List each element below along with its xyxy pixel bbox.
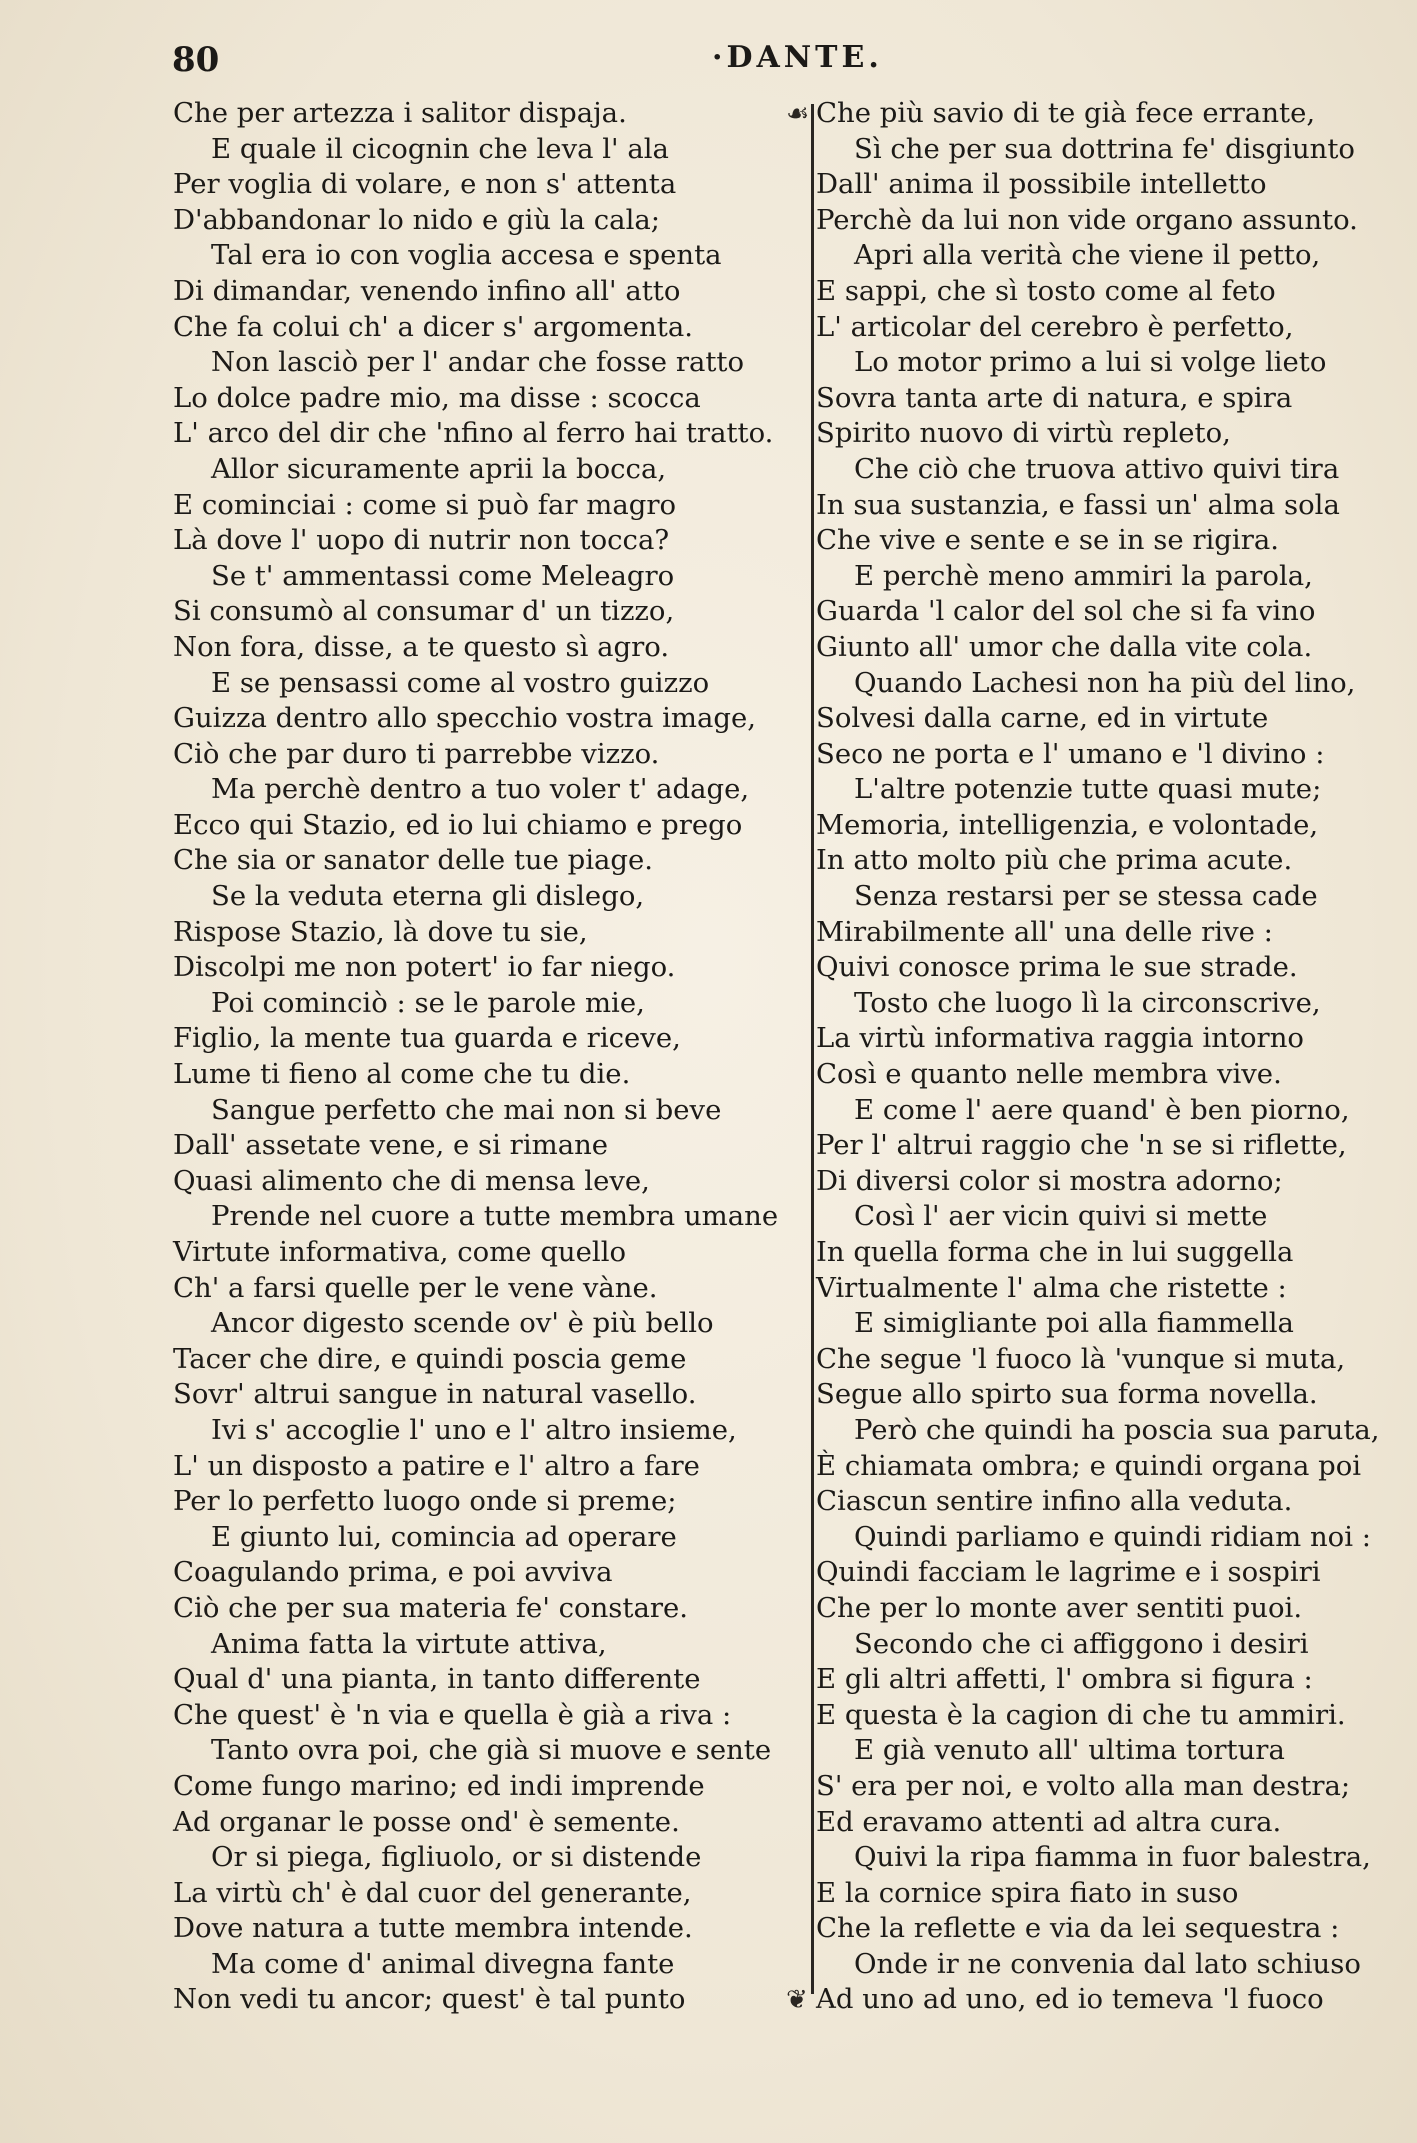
verse-line xyxy=(816,1377,1416,1413)
verse-line xyxy=(816,1947,1416,1983)
verse-line xyxy=(816,1057,1416,1093)
verse-text: E perchè meno ammiri la parola, xyxy=(854,559,1313,592)
running-head: ·DANTE. xyxy=(712,40,883,75)
verse-line xyxy=(173,1164,805,1200)
left-column xyxy=(173,96,805,2018)
verse-text: Tacer che dire, e quindi poscia geme xyxy=(173,1342,687,1375)
verse-line xyxy=(816,1698,1416,1734)
verse-line xyxy=(173,1021,805,1057)
verse-line xyxy=(816,1876,1416,1912)
verse-line xyxy=(816,345,1416,381)
verse-line xyxy=(173,1484,805,1520)
verse-text: E sappi, che sì tosto come al feto xyxy=(816,274,1276,307)
verse-text: Lume ti fieno al come che tu die. xyxy=(173,1058,631,1091)
verse-text: Che vive e sente e se in se rigira. xyxy=(816,524,1279,557)
verse-text: Non vedi tu ancor; quest' è tal punto xyxy=(173,1983,686,2016)
verse-line xyxy=(173,203,805,239)
verse-text: Rispose Stazio, là dove tu sie, xyxy=(173,915,588,948)
verse-text: Ciò che per sua materia fe' constare. xyxy=(173,1591,689,1624)
right-column xyxy=(786,96,1416,2018)
verse-line xyxy=(173,1982,805,2018)
verse-line xyxy=(173,381,805,417)
verse-line xyxy=(816,986,1416,1022)
verse-text: Quivi conosce prima le sue strade. xyxy=(816,951,1298,984)
verse-text: Si consumò al consumar d' un tizzo, xyxy=(173,595,675,628)
verse-text: E simigliante poi alla fiammella xyxy=(854,1307,1294,1340)
verse-line xyxy=(816,381,1416,417)
verse-text: Ancor digesto scende ov' è più bello xyxy=(211,1307,714,1340)
verse-text: Solvesi dalla carne, ed in virtute xyxy=(816,702,1269,735)
verse-text: Perchè da lui non vide organo assunto. xyxy=(816,203,1358,236)
verse-line xyxy=(173,1199,805,1235)
verse-text: E come l' aere quand' è ben piorno, xyxy=(854,1093,1350,1126)
verse-text: Qual d' una pianta, in tanto differente xyxy=(173,1663,701,1696)
verse-line xyxy=(173,1377,805,1413)
verse-text: Che sia or sanator delle tue piage. xyxy=(173,844,654,877)
verse-line xyxy=(816,630,1416,666)
verse-line xyxy=(173,488,805,524)
verse-text: Guarda 'l calor del sol che si fa vino xyxy=(816,595,1316,628)
verse-text: L' articolar del cerebro è perfetto, xyxy=(816,310,1294,343)
verse-text: Ed eravamo attenti ad altra cura. xyxy=(816,1805,1282,1838)
verse-line xyxy=(786,1982,1416,2018)
verse-text: Tal era io con voglia accesa e spenta xyxy=(211,239,722,272)
verse-text: E la cornice spira fiato in suso xyxy=(816,1876,1239,1909)
verse-text: In atto molto più che prima acute. xyxy=(816,844,1293,877)
verse-line xyxy=(816,1520,1416,1556)
verse-line xyxy=(816,879,1416,915)
verse-line xyxy=(173,1449,805,1485)
verse-line xyxy=(816,594,1416,630)
verse-line xyxy=(173,274,805,310)
verse-text: Quasi alimento che di mensa leve, xyxy=(173,1164,650,1197)
verse-line xyxy=(816,1662,1416,1698)
verse-text: Ch' a farsi quelle per le vene vàne. xyxy=(173,1271,658,1304)
verse-line xyxy=(816,416,1416,452)
verse-text: Tanto ovra poi, che già si muove e sente xyxy=(211,1734,772,1767)
verse-line xyxy=(816,1911,1416,1947)
verse-text: Virtute informativa, come quello xyxy=(173,1236,627,1268)
verse-line xyxy=(173,630,805,666)
verse-text: D'abbandonar lo nido e giù la cala; xyxy=(173,203,661,236)
verse-line xyxy=(816,523,1416,559)
verse-line xyxy=(173,701,805,737)
verse-line xyxy=(816,1591,1416,1627)
verse-text: Sì che per sua dottrina fe' disgiunto xyxy=(854,132,1355,165)
verse-line xyxy=(173,808,805,844)
verse-line xyxy=(816,1021,1416,1057)
verse-text: Se la veduta eterna gli dislego, xyxy=(211,880,645,913)
verse-line xyxy=(173,1947,805,1983)
verse-text: Ecco qui Stazio, ed io lui chiamo e prego xyxy=(173,808,743,841)
verse-line xyxy=(173,1876,805,1912)
verse-text: Virtualmente l' alma che ristette : xyxy=(816,1271,1287,1304)
verse-line xyxy=(816,1306,1416,1342)
verse-text: Allor sicuramente aprii la bocca, xyxy=(211,452,667,485)
verse-text: Ad uno ad uno, ed io temeva 'l fuoco xyxy=(816,1983,1324,2016)
verse-text: Senza restarsi per se stessa cade xyxy=(854,880,1318,913)
verse-line xyxy=(816,167,1416,203)
verse-text: Così l' aer vicin quivi si mette xyxy=(854,1200,1268,1233)
verse-text: Apri alla verità che viene il petto, xyxy=(854,239,1321,272)
column-divider xyxy=(811,104,814,1994)
verse-line xyxy=(816,1840,1416,1876)
verse-line xyxy=(816,737,1416,773)
verse-text: Prende nel cuore a tutte membra umane xyxy=(211,1200,779,1233)
verse-line xyxy=(816,1449,1416,1485)
verse-text: Là dove l' uopo di nutrir non tocca? xyxy=(173,524,670,557)
verse-line xyxy=(816,772,1416,808)
verse-text: E cominciai : come si può far magro xyxy=(173,488,677,521)
verse-line xyxy=(816,1484,1416,1520)
verse-text: La virtù ch' è dal cuor del generante, xyxy=(173,1876,692,1909)
verse-text: La virtù informativa raggia intorno xyxy=(816,1022,1304,1055)
verse-text: Ivi s' accoglie l' uno e l' altro insieme, xyxy=(211,1413,737,1446)
verse-text: Ad organar le posse ond' è semente. xyxy=(173,1805,680,1838)
verse-text: Però che quindi ha poscia sua paruta, xyxy=(854,1413,1380,1446)
verse-line xyxy=(173,879,805,915)
verse-text: Che segue 'l fuoco là 'vunque si muta, xyxy=(816,1342,1346,1375)
verse-line xyxy=(173,1235,805,1271)
verse-text: Figlio, la mente tua guarda e riceve, xyxy=(173,1022,681,1055)
verse-line xyxy=(173,666,805,702)
verse-line xyxy=(173,1520,805,1556)
verse-text: Or si piega, figliuolo, or si distende xyxy=(211,1841,702,1874)
verse-line xyxy=(173,310,805,346)
verse-line xyxy=(816,1164,1416,1200)
page-number: 80 xyxy=(172,40,220,80)
verse-text: E quale il cicognin che leva l' ala xyxy=(211,132,669,165)
verse-text: S' era per noi, e volto alla man destra; xyxy=(816,1769,1351,1802)
verse-line xyxy=(816,666,1416,702)
verse-text: Sangue perfetto che mai non si beve xyxy=(211,1093,722,1126)
verse-line xyxy=(816,1555,1416,1591)
verse-line xyxy=(173,1627,805,1663)
verse-line xyxy=(816,488,1416,524)
verse-line xyxy=(173,1271,805,1307)
verse-line xyxy=(173,132,805,168)
verse-line xyxy=(173,1911,805,1947)
verse-text: In sua sustanzia, e fassi un' alma sola xyxy=(816,488,1340,521)
page-header xyxy=(172,40,1212,84)
verse-line xyxy=(816,950,1416,986)
verse-line xyxy=(816,1093,1416,1129)
verse-line xyxy=(173,167,805,203)
verse-text: Guizza dentro allo specchio vostra image, xyxy=(173,702,756,735)
verse-line xyxy=(173,1805,805,1841)
verse-line xyxy=(173,559,805,595)
verse-text: Ciò che par duro ti parrebbe vizzo. xyxy=(173,737,660,770)
verse-text: Che più savio di te già fece errante, xyxy=(816,97,1316,129)
verse-line xyxy=(173,523,805,559)
verse-text: Quindi parliamo e quindi ridiam noi : xyxy=(854,1520,1372,1553)
verse-line xyxy=(173,238,805,274)
verse-line xyxy=(173,96,805,132)
fleuron-icon: ❦ xyxy=(786,1985,808,2016)
verse-text: Tosto che luogo lì la circonscrive, xyxy=(854,986,1321,1019)
verse-text: In quella forma che in lui suggella xyxy=(816,1236,1294,1268)
verse-text: Poi cominciò : se le parole mie, xyxy=(211,986,645,1019)
verse-line xyxy=(173,1840,805,1876)
verse-text: E questa è la cagion di che tu ammiri. xyxy=(816,1698,1346,1731)
verse-line xyxy=(173,416,805,452)
verse-text: Giunto all' umor che dalla vite cola. xyxy=(816,630,1313,663)
verse-text: Mirabilmente all' una delle rive : xyxy=(816,915,1273,948)
verse-line xyxy=(173,594,805,630)
verse-text: Se t' ammentassi come Meleagro xyxy=(211,559,675,592)
verse-text: Spirito nuovo di virtù repleto, xyxy=(816,417,1231,450)
verse-text: Sovra tanta arte di natura, e spira xyxy=(816,381,1293,414)
verse-line xyxy=(173,1306,805,1342)
verse-line xyxy=(173,843,805,879)
verse-text: Seco ne porta e l' umano e 'l divino : xyxy=(816,737,1325,770)
verse-line xyxy=(173,1698,805,1734)
verse-text: Dall' assetate vene, e si rimane xyxy=(173,1129,609,1162)
verse-line xyxy=(816,1235,1416,1271)
verse-text: Memoria, intelligenzia, e volontade, xyxy=(816,808,1319,841)
verse-line xyxy=(816,310,1416,346)
verse-line xyxy=(816,203,1416,239)
verse-line xyxy=(173,1555,805,1591)
verse-text: Discolpi me non potert' io far niego. xyxy=(173,951,676,984)
verse-text: Così e quanto nelle membra vive. xyxy=(816,1058,1282,1091)
verse-text: Di dimandar, venendo infino all' atto xyxy=(173,274,681,307)
verse-line xyxy=(173,950,805,986)
verse-text: Quando Lachesi non ha più del lino, xyxy=(854,666,1356,699)
verse-text: Segue allo spirto sua forma novella. xyxy=(816,1378,1318,1411)
verse-text: E giunto lui, comincia ad operare xyxy=(211,1520,677,1553)
verse-text: Di diversi color si mostra adorno; xyxy=(816,1164,1283,1197)
verse-text: E se pensassi come al vostro guizzo xyxy=(211,666,710,699)
verse-line xyxy=(816,843,1416,879)
verse-line xyxy=(816,1627,1416,1663)
verse-line xyxy=(816,132,1416,168)
verse-line xyxy=(173,1591,805,1627)
verse-line xyxy=(173,1128,805,1164)
verse-line xyxy=(816,1733,1416,1769)
verse-text: Che ciò che truova attivo quivi tira xyxy=(854,452,1340,485)
verse-text: Ciascun sentire infino alla veduta. xyxy=(816,1485,1293,1518)
verse-line xyxy=(816,1128,1416,1164)
verse-line xyxy=(816,1199,1416,1235)
verse-line xyxy=(816,452,1416,488)
verse-text: Che fa colui ch' a dicer s' argomenta. xyxy=(173,310,693,343)
verse-line xyxy=(816,274,1416,310)
verse-text: Dove natura a tutte membra intende. xyxy=(173,1912,693,1945)
verse-line xyxy=(173,737,805,773)
verse-text: Quindi facciam le lagrime e i sospiri xyxy=(816,1556,1321,1589)
fleuron-icon: ☙ xyxy=(786,99,810,129)
verse-text: Secondo che ci affiggono i desiri xyxy=(854,1627,1309,1660)
verse-line xyxy=(173,915,805,951)
verse-text: L' arco del dir che 'nfino al ferro hai tratto. xyxy=(173,417,774,450)
verse-line xyxy=(173,1733,805,1769)
verse-line xyxy=(816,238,1416,274)
verse-text: Che per artezza i salitor dispaja. xyxy=(173,97,627,129)
verse-line xyxy=(173,986,805,1022)
verse-text: E già venuto all' ultima tortura xyxy=(854,1734,1285,1767)
verse-text: Non fora, disse, a te questo sì agro. xyxy=(173,630,670,663)
verse-text: Per lo perfetto luogo onde si preme; xyxy=(173,1485,677,1518)
verse-line xyxy=(173,452,805,488)
verse-line xyxy=(816,701,1416,737)
verse-text: Quivi la ripa fiamma in fuor balestra, xyxy=(854,1841,1371,1874)
verse-line xyxy=(173,1093,805,1129)
verse-text: Sovr' altrui sangue in natural vasello. xyxy=(173,1378,697,1411)
verse-line xyxy=(173,1057,805,1093)
verse-text: Ma perchè dentro a tuo voler t' adage, xyxy=(211,773,750,806)
verse-text: Che quest' è 'n via e quella è già a riva : xyxy=(173,1698,732,1731)
verse-line xyxy=(816,1769,1416,1805)
verse-text: Per voglia di volare, e non s' attenta xyxy=(173,168,677,201)
verse-text: Lo motor primo a lui si volge lieto xyxy=(854,346,1327,379)
verse-line xyxy=(173,1413,805,1449)
verse-text: Non lasciò per l' andar che fosse ratto xyxy=(211,346,745,379)
verse-text: Che per lo monte aver sentiti puoi. xyxy=(816,1591,1303,1624)
verse-line xyxy=(173,1342,805,1378)
verse-text: Dall' anima il possibile intelletto xyxy=(816,168,1267,201)
verse-line xyxy=(816,1413,1416,1449)
verse-line xyxy=(816,559,1416,595)
verse-line xyxy=(816,1271,1416,1307)
verse-line xyxy=(816,1805,1416,1841)
verse-line xyxy=(816,1342,1416,1378)
verse-text: E gli altri affetti, l' ombra si figura : xyxy=(816,1663,1313,1696)
verse-text: Ma come d' animal divegna fante xyxy=(211,1947,675,1980)
verse-text: L' un disposto a patire e l' altro a fare xyxy=(173,1449,700,1482)
verse-text: L'altre potenzie tutte quasi mute; xyxy=(854,773,1322,806)
verse-line xyxy=(173,345,805,381)
verse-text: È chiamata ombra; e quindi organa poi xyxy=(816,1449,1362,1482)
verse-line xyxy=(173,772,805,808)
verse-text: Lo dolce padre mio, ma disse : scocca xyxy=(173,381,701,414)
verse-line xyxy=(173,1769,805,1805)
verse-line xyxy=(816,915,1416,951)
verse-line xyxy=(173,1662,805,1698)
verse-text: Anima fatta la virtute attiva, xyxy=(211,1627,607,1660)
verse-text: Coagulando prima, e poi avviva xyxy=(173,1556,613,1589)
verse-text: Che la reflette e via da lei sequestra : xyxy=(816,1912,1340,1945)
verse-text: Onde ir ne convenia dal lato schiuso xyxy=(854,1947,1361,1980)
verse-text: Per l' altrui raggio che 'n se si riflette, xyxy=(816,1129,1347,1162)
verse-line xyxy=(786,96,1416,132)
verse-text: Come fungo marino; ed indi imprende xyxy=(173,1769,705,1802)
verse-line xyxy=(816,808,1416,844)
